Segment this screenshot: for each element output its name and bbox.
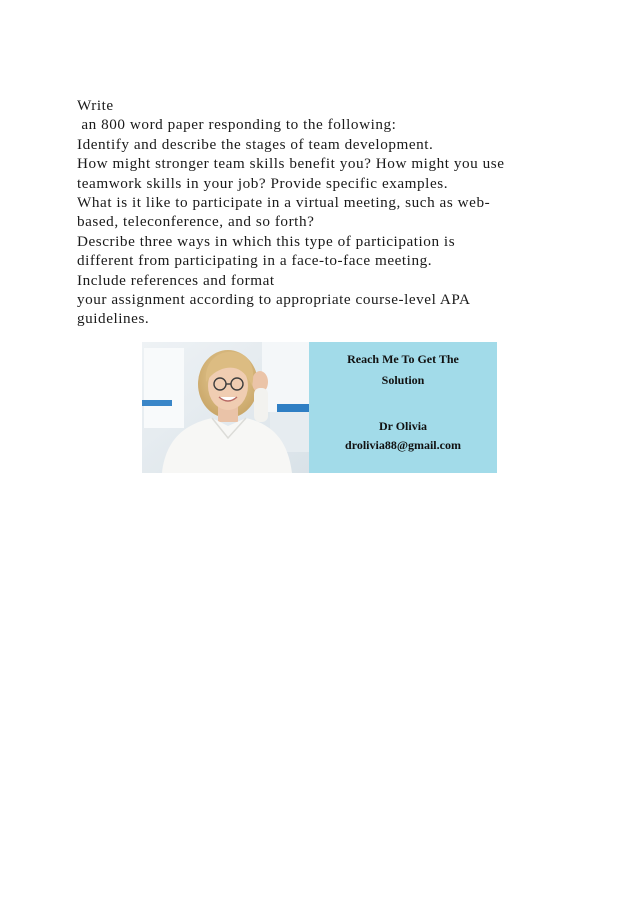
text-line: Identify and describe the stages of team development. — [77, 135, 434, 153]
text-line: Write — [77, 97, 114, 114]
text-line: your assignment according to appropriate course-level APA — [77, 290, 471, 308]
banner-heading: Reach Me To Get The — [347, 352, 459, 366]
text-line: guidelines. — [77, 310, 150, 328]
text-line: an 800 word paper responding to the following: — [77, 116, 397, 134]
text-line: How might stronger team skills benefit you? How might you use — [77, 155, 505, 173]
banner-subheading: Solution — [381, 373, 425, 387]
text-line: What is it like to participate in a virtual meeting, such as web- — [77, 193, 491, 211]
contact-name: Dr Olivia — [378, 419, 428, 433]
text-line: teamwork skills in your job? Provide specific examples. — [77, 174, 449, 192]
contact-email: drolivia88@gmail.com — [345, 438, 461, 452]
assignment-text — [77, 96, 577, 329]
text-line: based, teleconference, and so forth? — [77, 213, 315, 231]
contact-info-box — [309, 342, 497, 473]
contact-banner — [142, 342, 497, 473]
text-line: Include references and format — [77, 271, 275, 289]
text-line: Describe three ways in which this type of participation is — [77, 232, 456, 250]
woman-photo — [142, 342, 309, 473]
text-line: different from participating in a face-to-face meeting. — [77, 252, 433, 270]
